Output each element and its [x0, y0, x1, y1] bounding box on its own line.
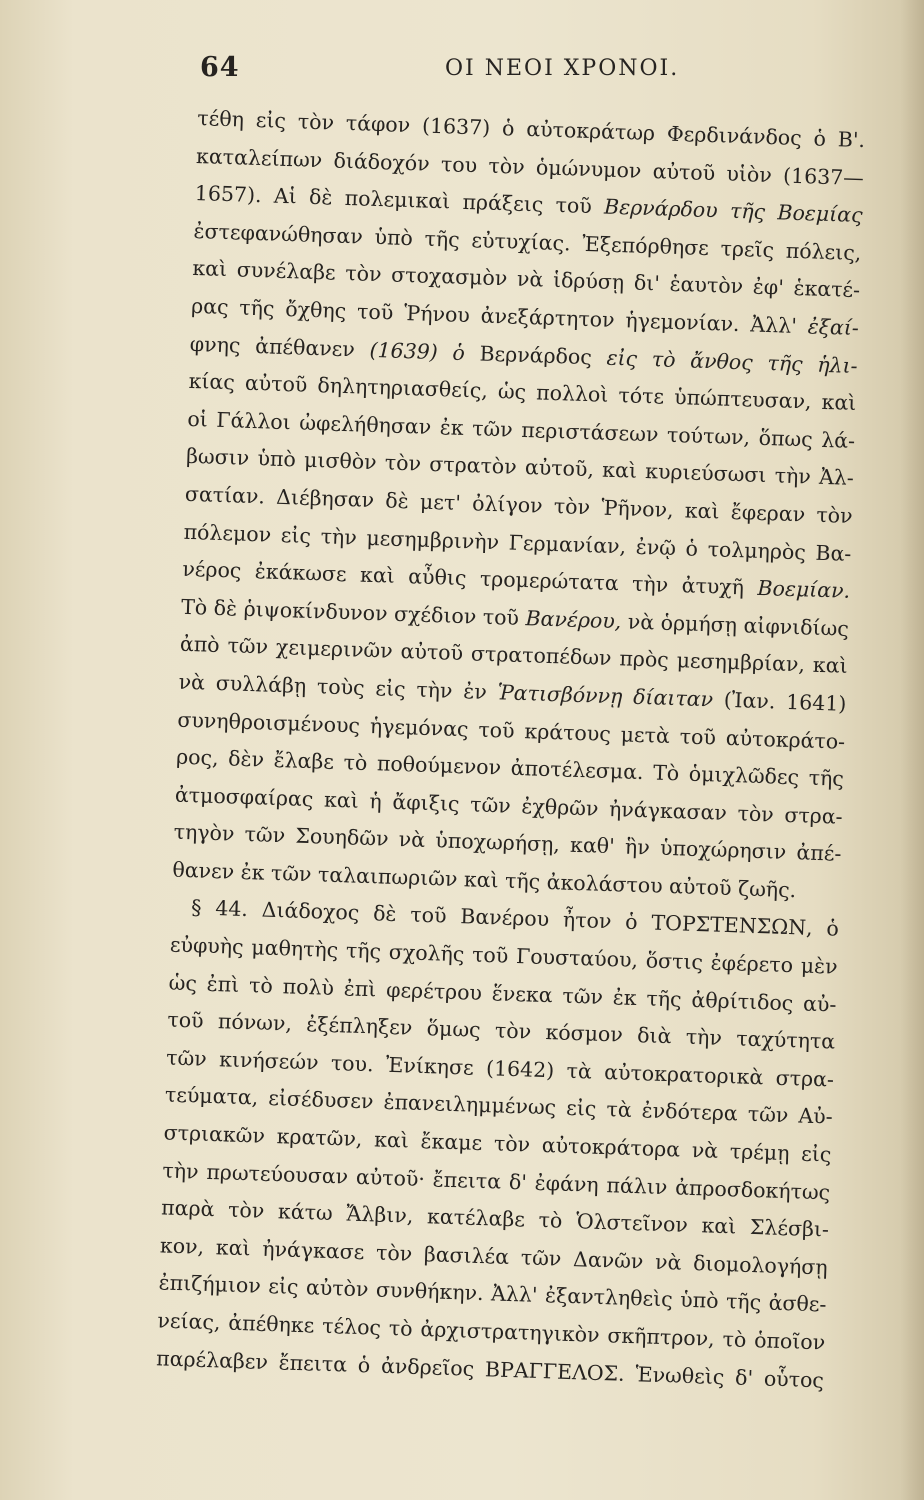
text-line: τοῦ πόνων, ἐξέπληξεν ὅμως τὸν κόσμον διὰ τὴν ταχύτητα: [167, 1007, 836, 1054]
text-span: φνης ἀπέθανεν: [189, 331, 356, 361]
text-line: εὐφυὴς μαθητὴς τῆς σχολῆς τοῦ Γουσταύου, ὅστις ἐφέρετο μὲν: [169, 932, 839, 979]
body-text: [156, 100, 866, 1400]
italic-span: Βερνάρδου τῆς Βοεμίας: [603, 194, 863, 228]
italic-span: (1639) ὁ: [354, 336, 481, 366]
text-line: συνηθροισμένους ἡγεμόνας τοῦ κράτους μετὰ τοῦ αὐτοκράτο-: [177, 707, 846, 754]
running-title: ΟΙ ΝΕΟΙ ΧΡΟΝΟΙ.: [445, 56, 680, 81]
text-line: κον, καὶ ἠνάγκασε τὸν βασιλέα τῶν Δανῶν νὰ διομολογήσῃ: [159, 1233, 829, 1280]
page-header: [200, 52, 860, 92]
text-line: πόλεμον εἰς τὴν μεσημβρινὴν Γερμανίαν, ἐνῷ ὁ τολμηρὸς Βα-: [183, 519, 852, 566]
text-line: κίας αὐτοῦ δηλητηριασθείς, ὡς πολλοὶ τότε ὑπώπτευσαν, καὶ: [188, 369, 857, 416]
italic-span: Ῥατισβόννῃ δίαιταν: [497, 680, 714, 712]
text-line: τεύματα, εἰσέδυσεν ἐπανειλημμένως εἰς τὰ ἐνδότερα τῶν Αὐ-: [164, 1082, 834, 1130]
page-number: 64: [200, 52, 240, 83]
text-line: καταλείπων διάδοχόν του τὸν ὁμώνυμον αὐτοῦ υἱὸν (1637—: [195, 143, 865, 190]
text-line: τέθη εἰς τὸν τάφον (1637) ὁ αὐτοκράτωρ Φερδινάνδος ὁ Β'.: [197, 105, 866, 153]
text-span: Τὸ δὲ ῥιψοκίνδυνον σχέδιον τοῦ: [180, 594, 526, 630]
text-line: νείας, ἀπέθηκε τέλος τὸ ἀρχιστρατηγικὸν σκῆπτρον, τὸ ὁποῖον: [157, 1308, 826, 1355]
text-line: τῶν κινήσεών του. Ἐνίκησε (1642) τὰ αὐτοκρατορικὰ στρα-: [165, 1045, 835, 1092]
text-line: οἱ Γάλλοι ὠφελήθησαν ἐκ τῶν περιστάσεων τούτων, ὅπως λά-: [187, 406, 856, 453]
text-span: ρας τῆς ὄχθης τοῦ Ῥήνου ἀνεξάρτητον ἡγεμονίαν. Ἀλλ': [190, 293, 809, 339]
page-edge-shadow: [900, 0, 924, 1500]
text-span: νὰ συλλάβῃ τοὺς εἰς τὴν ἐν: [178, 669, 499, 705]
text-span: νὰ ὁρμήσῃ αἰφνιδίως: [620, 609, 850, 641]
text-span: νέρος ἐκάκωσε καὶ αὖθις τρομερώτατα τὴν ἀτυχῆ: [182, 556, 758, 600]
text-line: ἐπιζήμιον εἰς αὐτὸν συνθήκην. Ἀλλ' ἐξαντληθεὶς ὑπὸ τῆς ἀσθε-: [158, 1270, 827, 1317]
italic-span: Βανέρου,: [525, 605, 622, 634]
text-line: § 44. Διάδοχος δὲ τοῦ Βανέρου ἦτον ὁ ΤΟΡΣΤΕΝΣΩΝ, ὁ: [190, 895, 840, 942]
text-line: καὶ συνέλαβε τὸν στοχασμὸν νὰ ἱδρύσῃ δι' ἑαυτὸν ἐφ' ἑκατέ-: [192, 256, 861, 303]
text-line: στριακῶν κρατῶν, καὶ ἔκαμε τὸν αὐτοκράτορα νὰ τρέμῃ εἰς: [163, 1120, 832, 1167]
text-line: τὴν πρωτεύουσαν αὐτοῦ· ἔπειτα δ' ἐφάνη πάλιν ἀπροσδοκήτως: [162, 1158, 831, 1205]
text-line: βωσιν ὑπὸ μισθὸν τὸν στρατὸν αὐτοῦ, καὶ κυριεύσωσι τὴν Ἀλ-: [185, 444, 855, 491]
text-line: θανεν ἐκ τῶν ταλαιπωριῶν καὶ τῆς ἀκολάστου αὐτοῦ ζωῆς.: [172, 857, 797, 903]
text-line: ὡς ἐπὶ τὸ πολὺ ἐπὶ φερέτρου ἕνεκα τῶν ἐκ τῆς ἀθρίτιδος αὐ-: [168, 970, 837, 1017]
text-line: τηγὸν τῶν Σουηδῶν νὰ ὑποχωρήσῃ, καθ' ἣν ὑποχώρησιν ἀπέ-: [173, 819, 842, 867]
text-line: παρέλαβεν ἔπειτα ὁ ἀνδρεῖος ΒΡΑΓΓΕΛΟΣ. Ἑνωθεὶς δ' οὗτος: [155, 1345, 825, 1393]
text-span: (Ἰαν. 1641): [712, 687, 847, 716]
text-line: ἀτμοσφαίρας καὶ ἡ ἄφιξις τῶν ἐχθρῶν ἠνάγκασαν τὸν στρα-: [174, 782, 843, 829]
italic-span: Βοεμίαν.: [757, 575, 851, 604]
italic-span: ἐξαί-: [807, 314, 860, 340]
italic-span: εἰς τὸ ἄνθος τῆς ἡλι-: [591, 344, 858, 378]
text-line: σατίαν. Διέβησαν δὲ μετ' ὀλίγον τὸν Ῥῆνον, καὶ ἔφεραν τὸν: [184, 481, 853, 528]
text-span: 1657). Αἱ δὲ πολεμικαὶ πράξεις τοῦ: [194, 181, 605, 219]
text-line: ἀπὸ τῶν χειμερινῶν αὐτοῦ στρατοπέδων πρὸς μεσημβρίαν, καὶ: [179, 632, 848, 679]
text-line: ἐστεφανώθησαν ὑπὸ τῆς εὐτυχίας. Ἐξεπόρθησε τρεῖς πόλεις,: [193, 218, 862, 265]
text-line: παρὰ τὸν κάτω Ἄλβιν, κατέλαβε τὸ Ὁλστεῖνον καὶ Σλέσβι-: [160, 1195, 830, 1242]
text-line: ρος, δὲν ἔλαβε τὸ ποθούμενον ἀποτέλεσμα. Τὸ ὁμιχλῶδες τῆς: [175, 744, 845, 791]
text-span: Βερνάρδος: [479, 341, 593, 369]
